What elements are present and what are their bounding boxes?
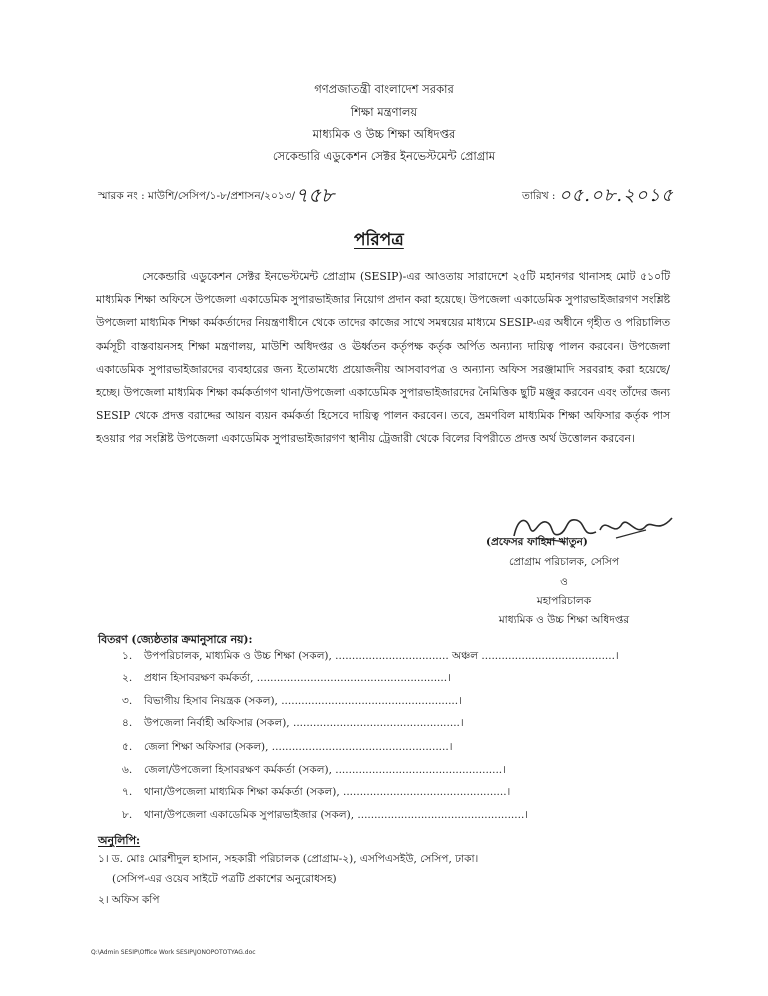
distribution-item xyxy=(122,763,506,780)
header-directorate: মাধ্যমিক ও উচ্চ শিক্ষা অধিদপ্তর xyxy=(312,127,456,141)
signatory-designation-3: মাধ্যমিক ও উচ্চ শিক্ষা অধিদপ্তর xyxy=(498,614,630,626)
memo-label: স্মারক নং : মাউশি/সেসিপ/১-৮/প্রশাসন/২০১৩/ xyxy=(98,190,296,202)
distribution-item xyxy=(122,716,464,733)
circular-body xyxy=(96,265,670,451)
date-value: ০৫.০৮.২০১৫ xyxy=(558,185,674,206)
memo-reference xyxy=(98,181,334,214)
body-paragraph: সেকেন্ডারি এডুকেশন সেক্টর ইনভেস্টমেন্ট প্রোগ্রাম (SESIP)-এর আওতায় সারাদেশে ২৫টি মহানগর থানাসহ মোট ৫১০টি মাধ্যমিক শিক্ষা অফিসে উপজেলা একাডেমিক সুপারভাইজার নিয়োগ প্রদান করা হয়েছে। উপজেলা একাডেমিক সুপারভাইজারগণ সংশ্লিষ্ট উপজেলা মাধ্যমিক শিক্ষা কর্মকর্তাদের নিয়ন্ত্রণাধীনে থেকে তাদের কাজের সাথে সমন্বয়ের মাধ্যমে SESIP-এর অধীনে গৃহীত ও পরিচালিত কর্মসূচী বাস্তবায়নসহ শিক্ষা মন্ত্রণালয়, মাউশি অধিদপ্তর ও ঊর্ধ্বতন কর্তৃপক্ষ কর্তৃক অর্পিত অন্যান্য দায়িত্ব পালন করবেন। উপজেলা একাডেমিক সুপারভাইজারদের ব্যবহারের জন্য ইতোমধ্যে প্রয়োজনীয় আসবাবপত্র ও অন্যান্য অফিস সরঞ্জামাদি সরবরাহ করা হয়েছে/হচ্ছে। উপজেলা মাধ্যমিক শিক্ষা কর্মকর্তাগণ থানা/উপজেলা একাডেমিক সুপারভাইজারদের নৈমিত্তিক ছুটি মঞ্জুর করবেন এবং তাঁদের জন্য SESIP থেকে প্রদত্ত বরাদ্দের আয়ন ব্যয়ন কর্মকর্তা হিসেবে দায়িত্ব পালন করবেন। তবে, ভ্রমণবিল মাধ্যমিক শিক্ষা অফিসার কর্তৃক পাস হওয়ার পর সংশ্লিষ্ট উপজেলা একাডেমিক সুপারভাইজারগণ স্থানীয় ট্রেজারী থেকে বিলের বিপরীতে প্রদত্ত অর্থ উত্তোলন করবেন। xyxy=(96,270,670,446)
item-text: প্রধান হিসাবরক্ষণ কর্মকর্তা, .........................................................। xyxy=(144,672,451,684)
item-text: থানা/উপজেলা একাডেমিক সুপারভাইজার (সকল), ..................................................। xyxy=(144,809,529,821)
item-number: ৭. xyxy=(122,786,133,798)
signatory-designation-2: মহাপরিচালক xyxy=(536,595,592,607)
header-program: সেকেন্ডারি এডুকেশন সেক্টর ইনভেস্টমেন্ট প্রোগ্রাম xyxy=(272,149,496,163)
distribution-item xyxy=(122,740,452,757)
item-text: বিভাগীয় হিসাব নিয়ন্ত্রক (সকল), .....................................................। xyxy=(144,695,462,707)
item-number: ৪. xyxy=(122,717,133,729)
item-number: ৬. xyxy=(122,764,133,776)
distribution-item xyxy=(122,694,462,711)
copy-item-1: ১। ড. মোঃ মোরশীদুল হাসান, সহকারী পরিচালক (প্রোগ্রাম-২), এসপিএসইউ, সেসিপ, ঢাকা। xyxy=(98,853,479,865)
distribution-item xyxy=(122,785,510,802)
memo-number: ৭৫৮ xyxy=(295,183,334,207)
signatory-designation-1: প্রোগ্রাম পরিচালক, সেসিপ xyxy=(509,556,619,568)
date-label: তারিখ : xyxy=(522,190,556,202)
signatory-and: ও xyxy=(560,576,568,588)
item-text: থানা/উপজেলা মাধ্যমিক শিক্ষা কর্মকর্তা (সকল), .................................................। xyxy=(144,786,511,798)
distribution-item xyxy=(122,808,528,825)
circular-title: পরিপত্র xyxy=(354,230,404,250)
item-text: উপজেলা নির্বাহী অফিসার (সকল), ..................................................। xyxy=(144,717,464,729)
signatory-name: (প্রফেসর ফাহিমা খাতুন) xyxy=(486,536,588,548)
item-text: উপপরিচালক, মাধ্যমিক ও উচ্চ শিক্ষা (সকল), .................................. অঞ্চল ........................................। xyxy=(144,650,619,662)
item-number: ২. xyxy=(122,672,133,684)
header-ministry: শিক্ষা মন্ত্রণালয় xyxy=(350,105,418,119)
copy-heading: অনুলিপি: xyxy=(98,834,141,847)
header-government: গণপ্রজাতন্ত্রী বাংলাদেশ সরকার xyxy=(314,82,454,96)
copy-item-1-note: (সেসিপ-এর ওয়েব সাইটে পত্রটি প্রকাশের অনুরোধসহ) xyxy=(112,873,337,885)
item-number: ১. xyxy=(122,650,133,662)
item-number: ৮. xyxy=(122,809,133,821)
item-text: জেলা/উপজেলা হিসাবরক্ষণ কর্মকর্তা (সকল), ..................................................। xyxy=(144,764,506,776)
copy-item-2: ২। অফিস কপি xyxy=(98,894,160,906)
distribution-item xyxy=(122,671,451,688)
memo-date xyxy=(522,181,674,212)
item-number: ৫. xyxy=(122,741,133,753)
footer-file-path: Q:\Admin SESIP\Office Work SESIP\JONOPOTOTYAG.doc xyxy=(91,949,256,956)
distribution-heading: বিতরণ (জ্যেষ্ঠতার ক্রমানুসারে নয়): xyxy=(98,633,253,646)
item-number: ৩. xyxy=(122,695,133,707)
distribution-item xyxy=(122,649,619,666)
item-text: জেলা শিক্ষা অফিসার (সকল), .....................................................। xyxy=(144,741,453,753)
